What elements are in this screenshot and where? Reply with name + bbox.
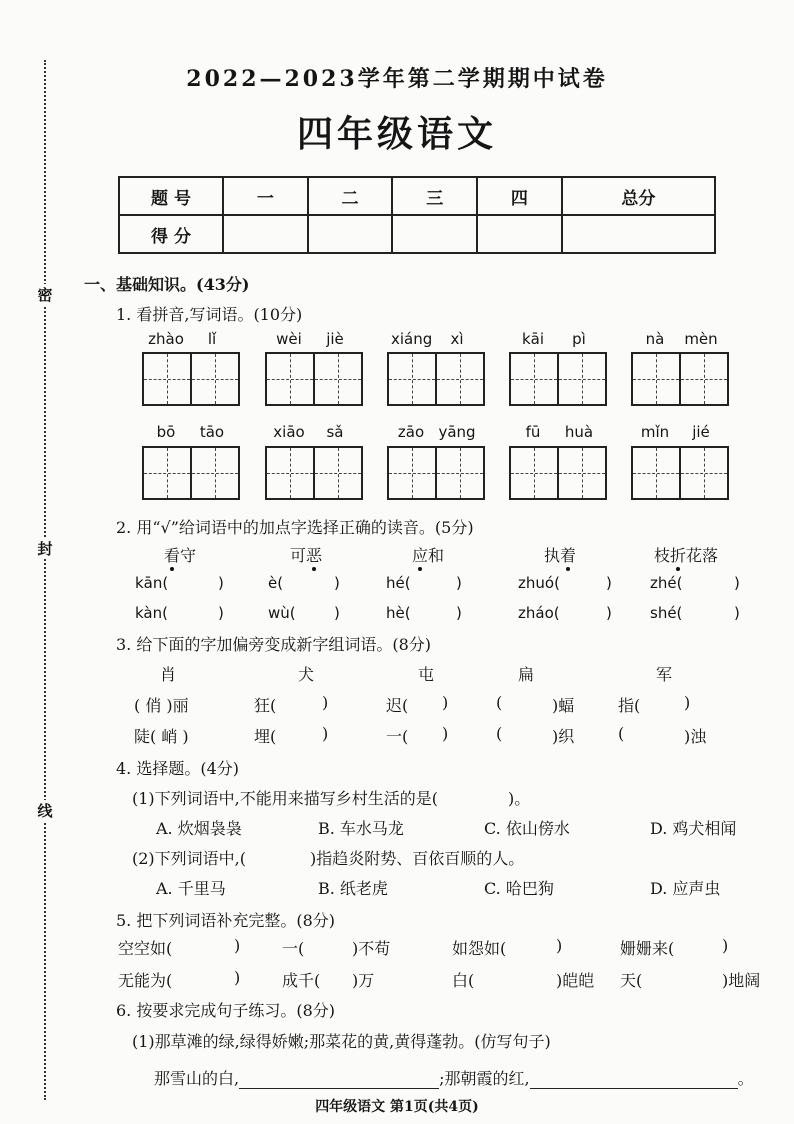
q5-title: 5. 把下列词语补充完整。(8分) (116, 911, 336, 930)
q3-blank-start[interactable]: 指( (618, 696, 641, 715)
q3-blank-start[interactable]: ( (496, 693, 503, 712)
pinyin-syllable: xiáng (391, 330, 433, 348)
score-row-label: 得 分 (119, 215, 223, 253)
q3-base-char: 肖 (160, 665, 177, 684)
q2-word (544, 543, 576, 566)
q6-fill-b: ;那朝霞的红, (439, 1069, 530, 1088)
q3-title: 3. 给下面的字加偏旁变成新字组词语。(8分) (116, 635, 432, 654)
writing-grid (631, 352, 729, 406)
q2-reading-option[interactable]: kān( (135, 574, 169, 592)
q2-reading-option[interactable]: hé( (386, 574, 411, 592)
writing-grid (631, 446, 729, 500)
writing-grid (265, 446, 363, 500)
q4-option[interactable]: C. 依山傍水 (484, 819, 570, 838)
q4-option[interactable]: C. 哈巴狗 (484, 879, 554, 898)
q3-blank-start: 陡( 峭 ) (134, 727, 189, 746)
q3-blank-end: ) (322, 693, 329, 712)
q2-option-close: ) (456, 604, 462, 622)
score-cell[interactable] (562, 215, 715, 253)
q5-idiom-start[interactable]: 姗姗来( (620, 939, 675, 958)
q2-word-char: 花落 (686, 546, 719, 565)
writing-cell[interactable] (313, 446, 363, 500)
pinyin-syllable: mèn (684, 330, 718, 348)
writing-cell[interactable] (142, 352, 192, 406)
pinyin-syllable: xiāo (273, 423, 305, 441)
binding-char-feng: 封 (37, 540, 53, 558)
binding-char-xian: 线 (37, 802, 53, 820)
q5-idiom-start[interactable]: 无能为( (118, 971, 173, 990)
q4-title: 4. 选择题。(4分) (116, 759, 240, 778)
pinyin-syllable: fū (525, 423, 541, 441)
writing-cell[interactable] (557, 446, 607, 500)
pinyin-syllable: lǐ (207, 330, 217, 348)
q2-option-close: ) (606, 574, 612, 592)
pinyin-syllable: mǐn (640, 423, 670, 441)
pinyin-syllable: tāo (199, 423, 225, 441)
pinyin-syllable: nà (645, 330, 665, 348)
q4-option[interactable]: D. 应声虫 (650, 879, 721, 898)
writing-cell[interactable] (679, 352, 729, 406)
q5-idiom-end: ) (234, 968, 241, 987)
q3-blank-start[interactable]: ( (496, 724, 503, 743)
writing-grid (142, 352, 240, 406)
score-header-total: 总分 (562, 177, 715, 215)
score-cell[interactable] (308, 215, 393, 253)
q4-option[interactable]: B. 纸老虎 (318, 879, 388, 898)
pinyin-syllable: jié (692, 423, 710, 441)
binding-dotted-line (44, 60, 46, 1100)
q2-reading-option[interactable]: kàn( (135, 604, 168, 622)
q2-word-char: 守 (180, 546, 197, 565)
q6-title: 6. 按要求完成句子练习。(8分) (116, 1001, 336, 1020)
q5-idiom-start[interactable]: 一( (282, 939, 305, 958)
q3-base-char: 军 (656, 665, 673, 684)
pinyin-syllable: kāi (521, 330, 545, 348)
pinyin-syllable: pì (572, 330, 586, 348)
q2-word-char: 可 (290, 546, 307, 565)
writing-cell[interactable] (190, 446, 240, 500)
q2-word (654, 543, 718, 566)
q2-reading-option[interactable]: zhuó( (518, 574, 560, 592)
score-cell[interactable] (223, 215, 308, 253)
q5-idiom-end: ) (556, 936, 563, 955)
pinyin-syllable: wèi (276, 330, 302, 348)
writing-cell[interactable] (509, 352, 559, 406)
score-cell[interactable] (392, 215, 477, 253)
q3-blank-end: ) (442, 724, 449, 743)
q4-option[interactable]: B. 车水马龙 (318, 819, 404, 838)
q2-option-close: ) (734, 574, 740, 592)
q2-dotted-char: 看 (164, 543, 180, 566)
score-header-4: 四 (477, 177, 562, 215)
score-header-2: 二 (308, 177, 393, 215)
q4-sub2 (132, 846, 524, 869)
q2-dotted-char: 恶 (306, 543, 322, 566)
q2-option-close: ) (334, 604, 340, 622)
q4-sub1-end: )。 (508, 789, 531, 808)
score-header-3: 三 (392, 177, 477, 215)
q2-word (164, 543, 196, 566)
q3-blank-start[interactable]: 一( (386, 727, 409, 746)
q6-fill-end: 。 (737, 1069, 754, 1088)
q5-idiom-end: ) (234, 936, 241, 955)
q3-blank-end: ) (322, 724, 329, 743)
q2-word (412, 543, 444, 566)
writing-cell[interactable] (631, 446, 681, 500)
q4-sub2-end: )指趋炎附势、百依百顺的人。 (310, 849, 525, 868)
pinyin-syllable: zāo (397, 423, 425, 441)
q4-sub1-text: (1)下列词语中,不能用来描写乡村生活的是( (132, 789, 438, 808)
writing-cell[interactable] (142, 446, 192, 500)
q4-option[interactable]: A. 千里马 (156, 879, 226, 898)
writing-grid (509, 446, 607, 500)
q6-fill-a: 那雪山的白, (154, 1069, 240, 1088)
pinyin-syllable: sǎ (326, 423, 344, 441)
q2-option-close: ) (334, 574, 340, 592)
q2-option-close: ) (218, 574, 224, 592)
q3-base-char: 屯 (418, 665, 435, 684)
writing-cell[interactable] (313, 352, 363, 406)
writing-cell[interactable] (435, 446, 485, 500)
q5-idiom-end: )万 (352, 971, 375, 990)
q2-word (290, 543, 322, 566)
writing-cell[interactable] (387, 446, 437, 500)
q2-option-close: ) (218, 604, 224, 622)
pinyin-syllable: huà (564, 423, 594, 441)
pinyin-syllable: bō (156, 423, 176, 441)
q6-answer-blank-2[interactable] (530, 1070, 738, 1089)
q3-blank-start[interactable]: ( (618, 724, 625, 743)
q3-blank-end: )浊 (684, 727, 707, 746)
subject-title: 四年级语文 (296, 113, 497, 155)
writing-grid (142, 446, 240, 500)
exam-title: 2022—2023学年第二学期期中试卷 (186, 66, 608, 92)
q2-reading-option[interactable]: è( (268, 574, 284, 592)
pinyin-syllable: jiè (326, 330, 344, 348)
q2-reading-option[interactable]: zháo( (518, 604, 560, 622)
q3-blank-start[interactable]: 狂( (254, 696, 277, 715)
page-footer: 四年级语文 第1页(共4页) (315, 1099, 479, 1115)
q5-idiom-start[interactable]: 白( (452, 971, 475, 990)
q4-option[interactable]: A. 炊烟袅袅 (156, 819, 242, 838)
q5-idiom-start[interactable]: 如怨如( (452, 939, 507, 958)
q3-blank-end: ) (442, 693, 449, 712)
q3-blank-start[interactable]: 迟( (386, 696, 409, 715)
writing-grid (509, 352, 607, 406)
writing-cell[interactable] (387, 352, 437, 406)
q5-idiom-end: ) (722, 936, 729, 955)
q2-word-char: 枝 (654, 546, 671, 565)
writing-cell[interactable] (631, 352, 681, 406)
q2-reading-option[interactable]: hè( (386, 604, 411, 622)
q2-reading-option[interactable]: wù( (268, 604, 296, 622)
score-table (118, 176, 716, 254)
q6-answer-blank-1[interactable] (239, 1070, 439, 1089)
q4-option[interactable]: D. 鸡犬相闻 (650, 819, 737, 838)
pinyin-syllable: yāng (438, 423, 476, 441)
q6-sub1: (1)那草滩的绿,绿得娇嫩;那菜花的黄,黄得蓬勃。(仿写句子) (132, 1032, 551, 1051)
q5-idiom-end: )地阔 (722, 971, 761, 990)
score-header-label: 题 号 (119, 177, 223, 215)
q3-base-char: 扁 (518, 665, 535, 684)
writing-cell[interactable] (557, 352, 607, 406)
q3-blank-end: ) (684, 693, 691, 712)
pinyin-syllable: zhào (148, 330, 184, 348)
q2-option-close: ) (606, 604, 612, 622)
q5-idiom-end: )皑皑 (556, 971, 595, 990)
q2-dotted-char: 应 (412, 543, 428, 566)
q2-word-char: 执 (544, 546, 561, 565)
q3-blank-start: ( 俏 )丽 (134, 696, 189, 715)
q2-reading-option[interactable]: zhé( (650, 574, 683, 592)
q5-idiom-start[interactable]: 天( (620, 971, 643, 990)
q3-base-char: 犬 (298, 665, 315, 684)
q2-option-close: ) (734, 604, 740, 622)
pinyin-syllable: xì (450, 330, 464, 348)
writing-grid (265, 352, 363, 406)
q3-blank-end: )蝠 (552, 696, 575, 715)
writing-cell[interactable] (265, 446, 315, 500)
q3-blank-start[interactable]: 埋( (254, 727, 277, 746)
section-title: 一、基础知识。(43分) (84, 275, 250, 294)
q5-idiom-start[interactable]: 成千( (282, 971, 321, 990)
q2-option-close: ) (456, 574, 462, 592)
q5-idiom-start[interactable]: 空空如( (118, 939, 173, 958)
writing-cell[interactable] (435, 352, 485, 406)
q2-dotted-char: 折 (670, 543, 686, 566)
q5-idiom-end: )不苟 (352, 939, 391, 958)
writing-grid (387, 352, 485, 406)
writing-cell[interactable] (190, 352, 240, 406)
q2-word-char: 和 (428, 546, 445, 565)
score-header-1: 一 (223, 177, 308, 215)
writing-cell[interactable] (509, 446, 559, 500)
q3-blank-end: )织 (552, 727, 575, 746)
writing-cell[interactable] (679, 446, 729, 500)
q2-title: 2. 用“√”给词语中的加点字选择正确的读音。(5分) (116, 518, 474, 537)
q2-dotted-char: 着 (560, 543, 576, 566)
writing-cell[interactable] (265, 352, 315, 406)
score-cell[interactable] (477, 215, 562, 253)
writing-grid (387, 446, 485, 500)
binding-char-mi: 密 (37, 286, 53, 304)
q4-sub2-text: (2)下列词语中,( (132, 849, 246, 868)
q6-fill-line (154, 1066, 754, 1089)
q1-title: 1. 看拼音,写词语。(10分) (116, 305, 303, 324)
q2-reading-option[interactable]: shé( (650, 604, 683, 622)
q4-sub1 (132, 786, 530, 809)
